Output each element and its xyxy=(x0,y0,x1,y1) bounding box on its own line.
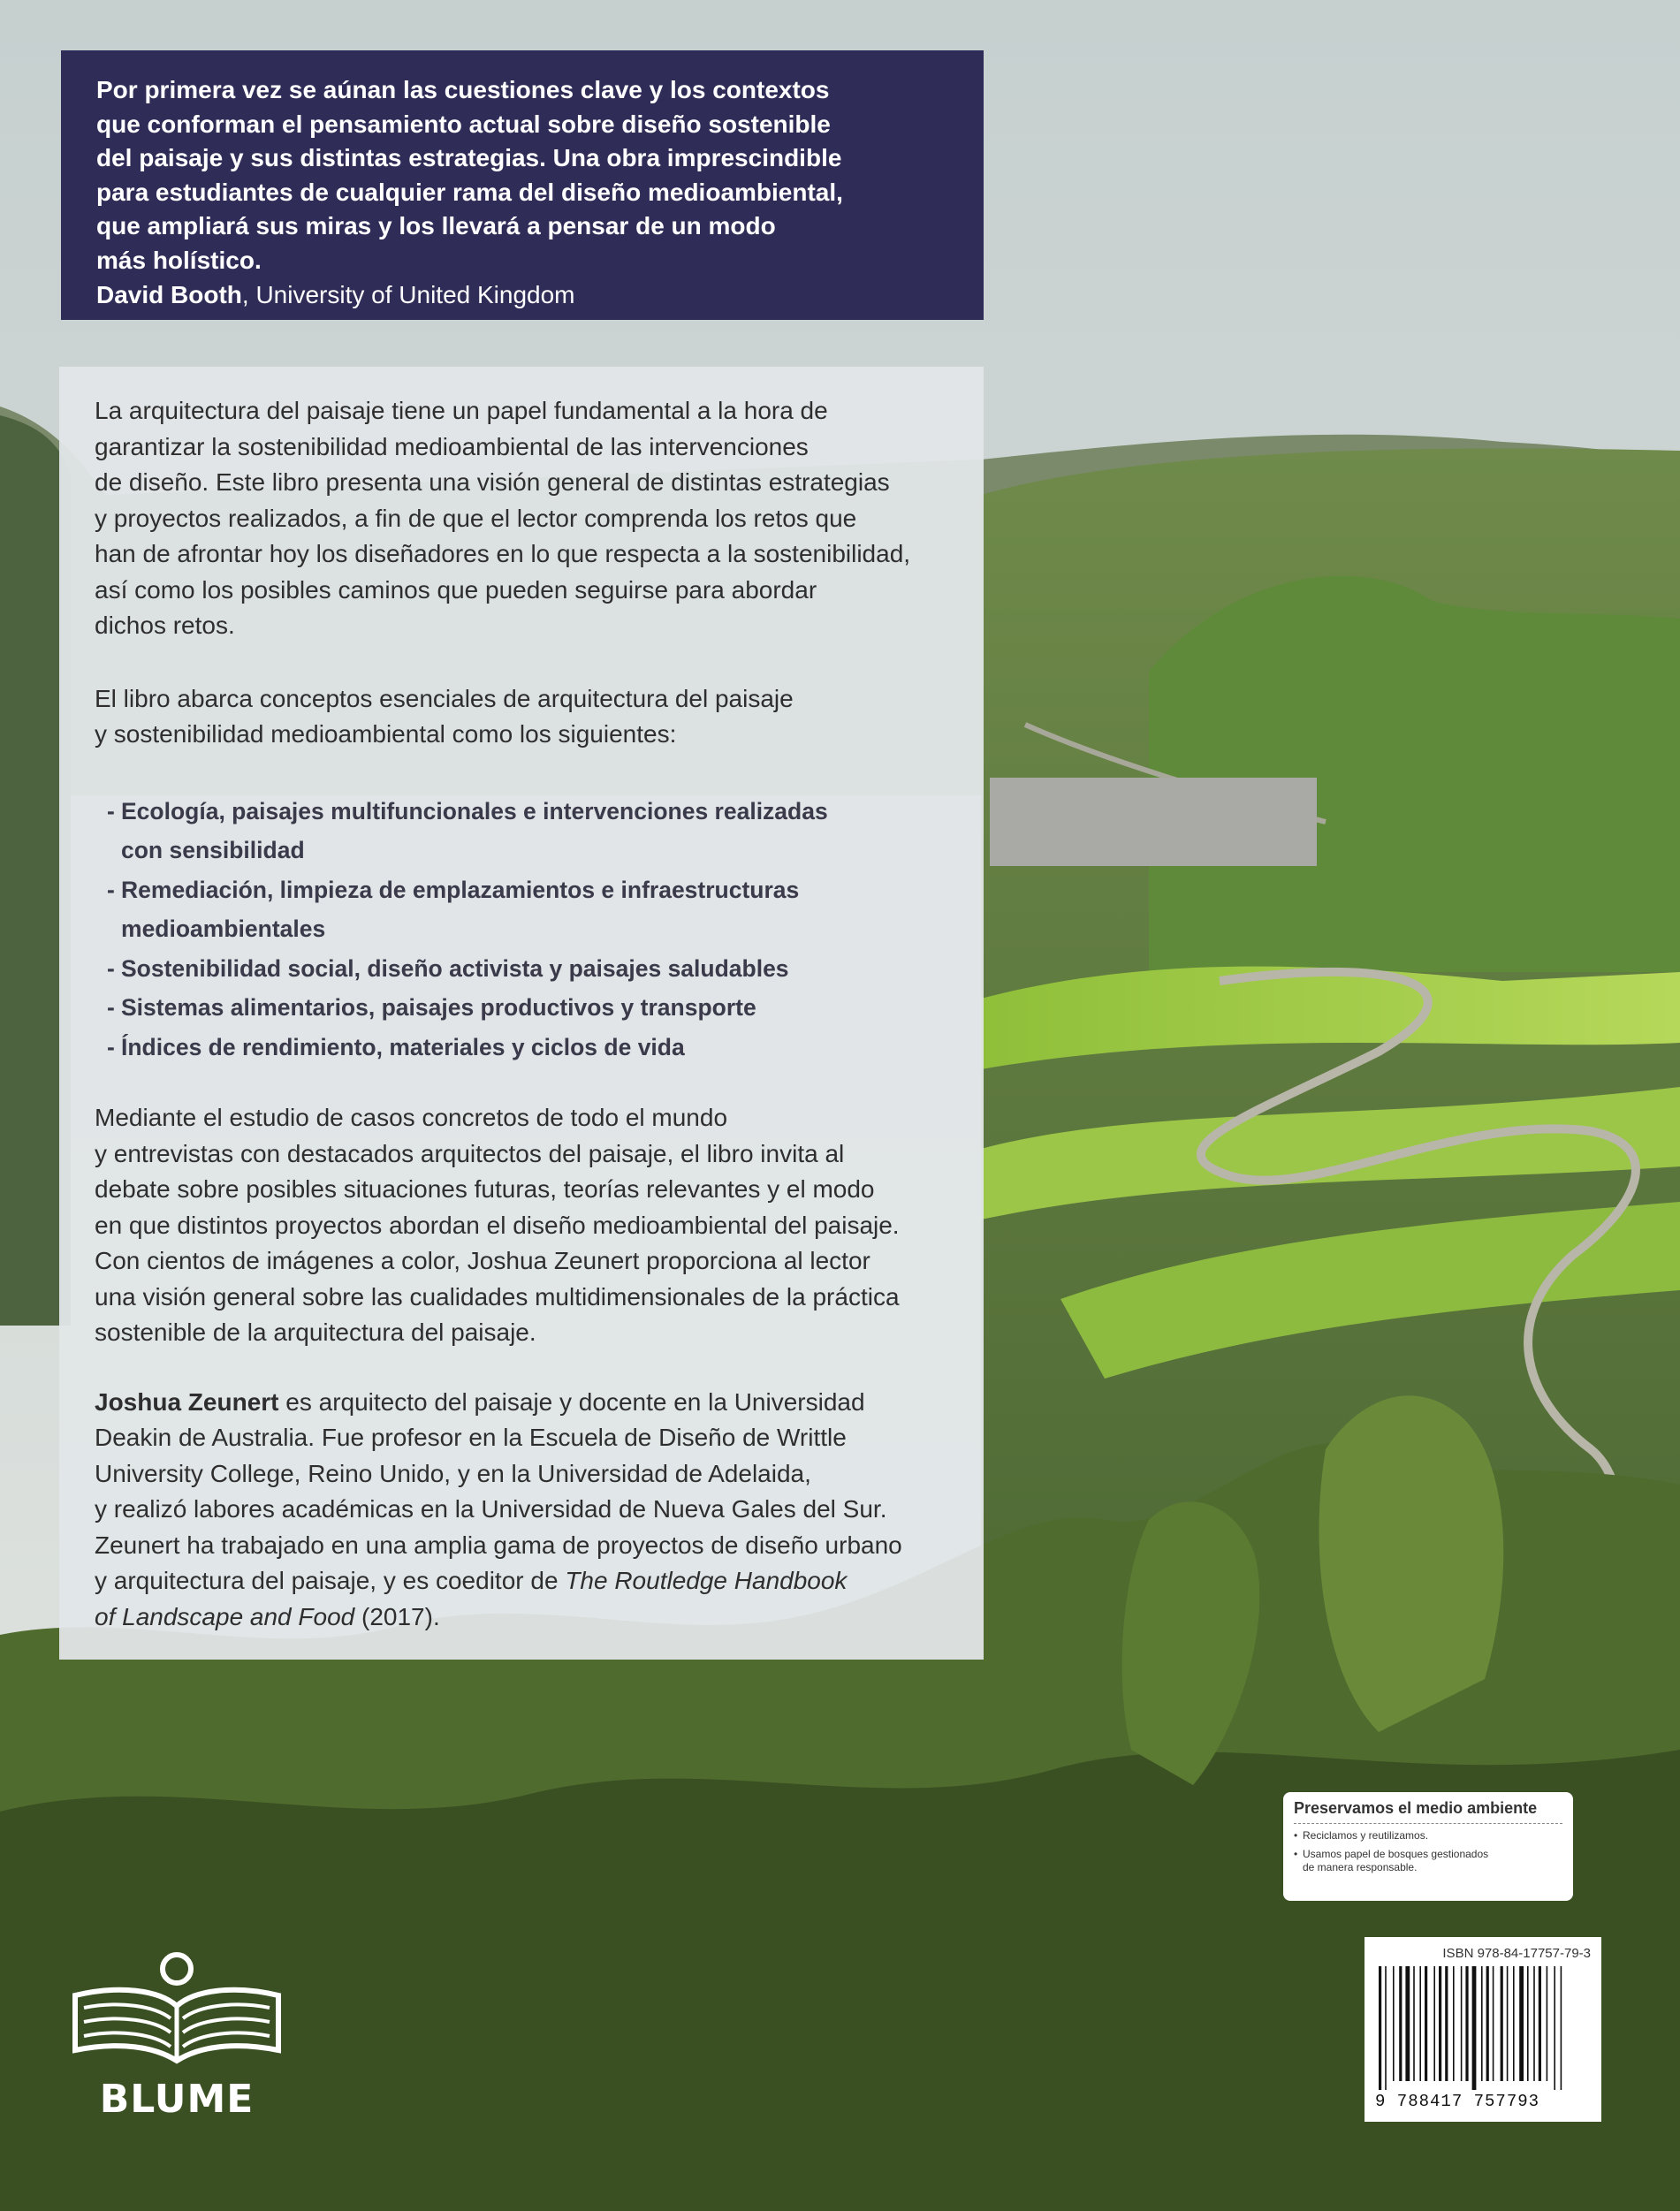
environment-note-title: Preservamos el medio ambiente xyxy=(1294,1799,1562,1824)
bullet-dash: - xyxy=(107,994,115,1021)
quote-line: para estudiantes de cualquier rama del diseño medioambiental, xyxy=(96,178,843,206)
quote-affiliation: , University of United Kingdom xyxy=(241,281,575,308)
barcode-bar xyxy=(1385,1966,1387,2090)
quote-line: más holístico. xyxy=(96,246,262,274)
barcode-bar xyxy=(1561,1966,1562,2090)
text-line: La arquitectura del paisaje tiene un papel fundamental a la hora de xyxy=(95,397,828,424)
quote-line: que conforman el pensamiento actual sobre diseño sostenible xyxy=(96,110,831,138)
barcode-bar xyxy=(1539,1966,1541,2081)
text-line: en que distintos proyectos abordan el diseño medioambiental del paisaje. xyxy=(95,1211,900,1239)
text-line: y entrevistas con destacados arquitectos del paisaje, el libro invita al xyxy=(95,1139,845,1167)
case-studies-paragraph xyxy=(95,1100,948,1351)
publisher-logo xyxy=(57,1944,296,2121)
quote-author: David Booth xyxy=(96,281,242,308)
barcode-bar xyxy=(1486,1966,1489,2081)
description-panel xyxy=(59,367,984,1660)
text-line: garantizar la sostenibilidad medioambiental de las intervenciones xyxy=(95,432,809,460)
list-item: - Ecología, paisajes multifuncionales e intervenciones realizadas con sensibilidad xyxy=(95,792,948,870)
barcode-bar xyxy=(1405,1966,1410,2081)
barcode-bar xyxy=(1513,1966,1515,2081)
quote-line: que ampliará sus miras y los llevará a pensar de un modo xyxy=(96,212,776,239)
barcode-bar xyxy=(1481,1966,1483,2081)
barcode-bar xyxy=(1453,1966,1455,2081)
barcode-bar xyxy=(1527,1966,1529,2081)
barcode-bar xyxy=(1533,1966,1535,2081)
bullet-dash: - xyxy=(107,954,115,982)
barcode-bar xyxy=(1507,1966,1509,2081)
water-pond xyxy=(990,778,1317,866)
pine-tree xyxy=(1319,1395,1504,1732)
text-line: Con cientos de imágenes a color, Joshua Zeunert proporciona al lector xyxy=(95,1247,870,1274)
intro-paragraph xyxy=(95,393,948,644)
environment-note xyxy=(1283,1792,1573,1901)
author-name: Joshua Zeunert xyxy=(95,1387,279,1416)
text-line: Deakin de Australia. Fue profesor en la Escuela de Diseño de Writtle xyxy=(95,1424,847,1451)
barcode-bar xyxy=(1501,1966,1503,2081)
terraced-mound xyxy=(1149,576,1680,972)
list-item: - Sostenibilidad social, diseño activista y paisajes saludables xyxy=(95,949,948,989)
bullet-dash: - xyxy=(107,797,115,824)
text-line: Joshua Zeunert es arquitecto del paisaje y docente en la Universidad xyxy=(95,1387,865,1416)
barcode-bar xyxy=(1399,1966,1402,2081)
text-line: de diseño. Este libro presenta una visión general de distintas estrategias xyxy=(95,468,890,496)
environment-note-item: • Usamos papel de bosques gestionados de manera responsable. xyxy=(1294,1848,1562,1874)
text-line: y proyectos realizados, a fin de que el lector comprenda los retos que xyxy=(95,504,857,532)
text-line: y sostenibilidad medioambiental como los siguientes: xyxy=(95,720,677,748)
isbn-barcode-block xyxy=(1365,1937,1601,2122)
bullet-dash: - xyxy=(107,876,115,903)
concepts-list xyxy=(95,792,948,1068)
quote-attribution xyxy=(96,278,948,312)
barcode-bar xyxy=(1439,1966,1441,2081)
text-line: y realizó labores académicas en la Universidad de Nueva Gales del Sur. xyxy=(95,1495,887,1523)
quote-line: del paisaje y sus distintas estrategias. Una obra imprescindible xyxy=(96,144,842,171)
list-item: - Índices de rendimiento, materiales y ciclos de vida xyxy=(95,1028,948,1068)
bullet-dash: - xyxy=(107,1033,115,1060)
isbn-digits: 9 788417 757793 xyxy=(1375,2092,1540,2111)
text-line: así como los posibles caminos que pueden seguirse para abordar xyxy=(95,575,817,604)
barcode-bar xyxy=(1554,1966,1555,2090)
text-line: debate sobre posibles situaciones futuras, teorías relevantes y el modo xyxy=(95,1175,875,1203)
concepts-intro xyxy=(95,681,948,753)
text-line: una visión general sobre las cualidades multidimensionales de la práctica xyxy=(95,1282,900,1311)
text-line: El libro abarca conceptos esenciales de arquitectura del paisaje xyxy=(95,684,794,712)
barcode-bar xyxy=(1519,1966,1524,2081)
barcode-bar xyxy=(1433,1966,1435,2081)
barcode-bar xyxy=(1379,1966,1381,2090)
barcode-bar xyxy=(1493,1966,1494,2081)
text-line: Mediante el estudio de casos concretos de todo el mundo xyxy=(95,1104,728,1131)
publisher-name: BLUME xyxy=(99,2077,255,2122)
barcode-bar xyxy=(1461,1966,1463,2081)
quote-text xyxy=(96,73,948,277)
text-line: of Landscape and Food (2017). xyxy=(95,1602,440,1630)
barcode-bar xyxy=(1547,1966,1548,2081)
text-line: han de afrontar hoy los diseñadores en lo que respecta a la sostenibilidad, xyxy=(95,540,911,567)
barcode-bar xyxy=(1472,1966,1477,2090)
barcode-bar xyxy=(1393,1966,1395,2081)
text-line: y arquitectura del paisaje, y es coeditor de The Routledge Handbook xyxy=(95,1567,848,1594)
text-line: Zeunert ha trabajado en una amplia gama de proyectos de diseño urbano xyxy=(95,1531,902,1559)
list-item: - Sistemas alimentarios, paisajes productivos y transporte xyxy=(95,988,948,1028)
list-item: - Remediación, limpieza de emplazamientos e infraestructuras medioambientales xyxy=(95,870,948,949)
barcode-bar xyxy=(1425,1966,1427,2081)
quote-line: Por primera vez se aúnan las cuestiones clave y los contextos xyxy=(96,76,830,103)
text-line: University College, Reino Unido, y en la Universidad de Adelaida, xyxy=(95,1459,811,1487)
barcode-bar xyxy=(1445,1966,1448,2081)
endorsement-quote xyxy=(61,50,984,320)
open-book-icon xyxy=(57,1944,296,2077)
barcode-icon xyxy=(1375,1966,1591,2090)
text-line: dichos retos. xyxy=(95,612,235,639)
text-line: sostenible de la arquitectura del paisaje. xyxy=(95,1318,536,1346)
barcode-bar xyxy=(1413,1966,1415,2081)
environment-note-item: • Reciclamos y reutilizamos. xyxy=(1294,1829,1562,1842)
author-bio xyxy=(95,1385,948,1636)
barcode-bar xyxy=(1419,1966,1421,2081)
barcode-bar xyxy=(1465,1966,1468,2081)
isbn-label: ISBN 978-84-17757-79-3 xyxy=(1442,1946,1591,1961)
